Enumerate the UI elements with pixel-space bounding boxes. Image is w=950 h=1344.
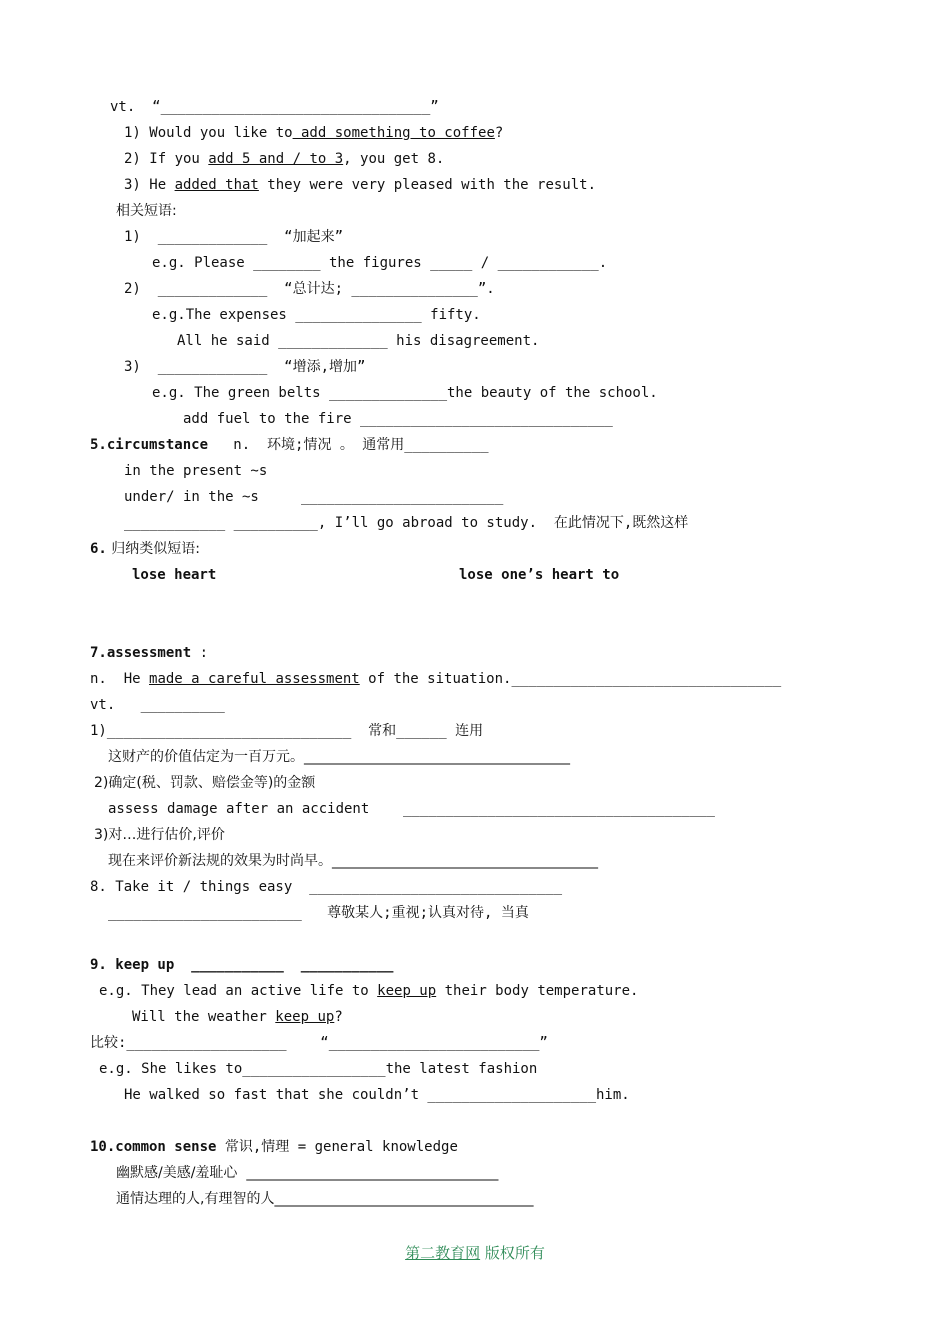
text-segment: 8. Take it / things easy ______________________________	[90, 879, 563, 895]
text-line	[116, 1190, 533, 1208]
text-segment: Will the weather	[132, 1009, 276, 1025]
text-line	[183, 410, 613, 428]
text-line	[124, 228, 343, 246]
text-segment: assess damage after an accident _____________________________________	[108, 801, 715, 817]
text-line	[108, 800, 715, 818]
footer-text: 版权所有	[480, 1244, 545, 1262]
text-segment: keep up	[275, 1009, 335, 1025]
text-segment: _______________________ 尊敬某人;重视;认真对待, 当真	[108, 905, 529, 921]
text-segment: 6.	[90, 541, 107, 557]
text-segment: 1)_____________________________ 常和______ 连用	[90, 723, 484, 739]
text-segment: 3) He	[124, 177, 175, 193]
text-segment: e.g. They lead an active life to	[99, 983, 378, 999]
text-line	[124, 176, 596, 194]
text-segment: add 5 and / to 3	[208, 151, 344, 167]
text-line	[177, 332, 539, 350]
text-segment: 相关短语:	[116, 203, 177, 219]
text-segment: 1) _____________ “加起来”	[124, 229, 344, 245]
text-segment: lose one’s heart to	[459, 567, 620, 583]
text-segment: 幽默感/美感/羞耻心 ____________________________________	[116, 1165, 499, 1181]
text-line	[459, 566, 619, 584]
text-line	[90, 1034, 548, 1052]
text-line	[90, 956, 393, 974]
text-segment: under/ in the ~s ________________________	[124, 489, 504, 505]
text-segment: 这财产的价值估定为一百万元。______________________________________	[108, 749, 570, 765]
text-segment: 2) If you	[124, 151, 209, 167]
text-line	[152, 254, 607, 272]
text-line	[124, 462, 267, 480]
text-line	[90, 1138, 458, 1156]
text-segment: 通情达理的人,有理智的人_____________________________________	[116, 1191, 534, 1207]
text-line	[90, 696, 225, 714]
text-line	[124, 280, 495, 298]
text-segment: e.g.The expenses _______________ fifty.	[152, 307, 481, 323]
text-line	[132, 1008, 343, 1026]
text-line	[94, 774, 315, 792]
text-line	[116, 1164, 498, 1182]
text-segment: ?	[494, 125, 504, 141]
text-segment: e.g. The green belts ______________the beauty of the school.	[152, 385, 658, 401]
text-segment: made a careful assessment	[149, 671, 360, 687]
text-segment: of the situation.________________________________	[359, 671, 782, 687]
text-segment: n. 环境;情况 。 通常用__________	[208, 437, 489, 453]
text-segment: 5.circumstance	[90, 437, 209, 453]
text-line	[90, 722, 483, 740]
text-segment: He walked so fast that she couldn’t ____________________him.	[124, 1087, 630, 1103]
footer-copyright	[0, 1242, 950, 1263]
text-segment: their body temperature.	[436, 983, 639, 999]
text-segment: they were very pleased with the result.	[258, 177, 597, 193]
text-segment: e.g. Please ________ the figures _____ / ____________.	[152, 255, 608, 271]
text-segment: in the present ~s	[124, 463, 268, 479]
text-line	[108, 748, 570, 766]
text-segment: 9. keep up ___________ ___________	[90, 957, 394, 973]
text-segment: 3)对…进行估价,评价	[94, 827, 225, 843]
text-segment: 现在来评价新法规的效果为时尚早。______________________________________	[108, 853, 598, 869]
text-line	[124, 150, 444, 168]
text-segment: lose heart	[132, 567, 217, 583]
text-line	[132, 566, 216, 584]
text-segment: vt. “________________________________”	[110, 99, 439, 115]
text-segment: 1) Would you like to	[124, 125, 293, 141]
text-line	[124, 514, 688, 532]
text-segment: 7.assessment	[90, 645, 192, 661]
text-line	[90, 436, 489, 454]
text-segment: ?	[334, 1009, 343, 1025]
text-line	[90, 540, 200, 558]
text-segment: 10.common sense	[90, 1139, 217, 1155]
text-line	[124, 488, 503, 506]
text-line	[110, 98, 439, 116]
text-segment: , you get 8.	[343, 151, 445, 167]
text-line	[124, 358, 365, 376]
text-segment: All he said _____________ his disagreement.	[177, 333, 540, 349]
text-segment: 归纳类似短语:	[106, 541, 201, 557]
text-segment: :	[191, 645, 209, 661]
text-line	[90, 644, 208, 662]
text-segment: vt. __________	[90, 697, 225, 713]
text-line	[108, 904, 529, 922]
text-line	[124, 1086, 630, 1104]
text-segment: keep up	[377, 983, 437, 999]
text-segment: 2)确定(税、罚款、赔偿金等)的金额	[94, 775, 316, 791]
text-line	[124, 124, 503, 142]
text-segment: n. He	[90, 671, 150, 687]
text-segment: 2) _____________ “总计达; _______________”.	[124, 281, 495, 297]
text-line	[108, 852, 598, 870]
text-line	[94, 826, 225, 844]
text-segment: added that	[174, 177, 259, 193]
text-segment: e.g. She likes to_________________the latest fashion	[99, 1061, 538, 1077]
text-line	[152, 384, 658, 402]
text-segment: add something to coffee	[292, 125, 495, 141]
text-line	[152, 306, 481, 324]
text-line	[116, 202, 177, 220]
text-line	[90, 670, 781, 688]
text-segment: add fuel to the fire ______________________________	[183, 411, 613, 427]
text-line	[90, 878, 562, 896]
text-segment: 比较:___________________ “_________________________”	[90, 1035, 548, 1051]
text-line	[99, 1060, 537, 1078]
footer-link[interactable]: 第二教育网	[405, 1244, 481, 1262]
text-segment: 3) _____________ “增添,增加”	[124, 359, 366, 375]
text-segment: 常识,情理 = general knowledge	[216, 1139, 458, 1155]
text-line	[99, 982, 638, 1000]
text-segment: ____________ __________, I’ll go abroad to study. 在此情况下,既然这样	[124, 515, 689, 531]
